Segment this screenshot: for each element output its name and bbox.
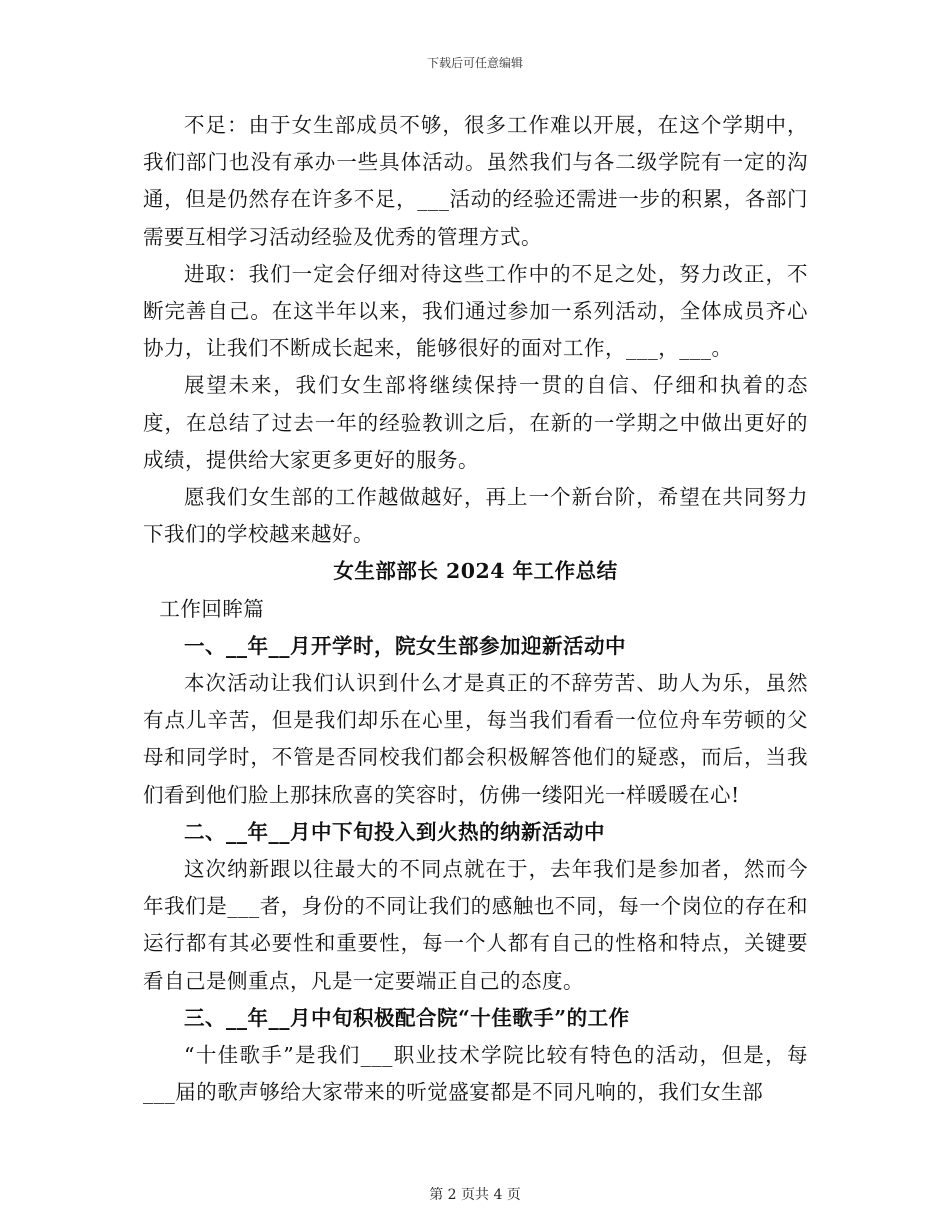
page-header: 下载后可任意编辑 (426, 56, 523, 70)
paragraph-singers: “十佳歌手”是我们___职业技术学院比较有特色的活动，但是，每___届的歌声够给大家带来的听觉盛宴都是不同凡响的，我们女生部 (143, 1043, 808, 1105)
heading-one: 一、__年__月开学时，院女生部参加迎新活动中 (184, 633, 626, 658)
paragraph-recruitment: 这次纳新跟以往最大的不同点就在于，去年我们是参加者，然而今年我们是___者，身份的不同让我们的感触也不同，每一个岗位的存在和运行都有其必要性和重要性，每一个人都有自己的性格和特点，关键要看自己是侧重点，凡是一定要端正自己的态度。 (143, 857, 808, 993)
heading-two: 二、__年__月中下旬投入到火热的纳新活动中 (184, 819, 605, 844)
section-title: 女生部部长 2024 年工作总结 (333, 559, 618, 584)
paragraph-welcome-activity: 本次活动让我们认识到什么才是真正的不辞劳苦、助人为乐，虽然有点儿辛苦，但是我们却乐在心里，每当我们看看一位位舟车劳顿的父母和同学时，不管是否同校我们都会积极解答他们的疑惑，而后，当我们看到他们脸上那抹欣喜的笑容时，仿佛一缕阳光一样暖暖在心! (143, 671, 808, 807)
heading-three: 三、__年__月中旬积极配合院“十佳歌手”的工作 (184, 1005, 630, 1030)
document-body (143, 107, 808, 1111)
paragraph-progress: 进取：我们一定会仔细对待这些工作中的不足之处，努力改正，不断完善自己。在这半年以来，我们通过参加一系列活动，全体成员齐心协力，让我们不断成长起来，能够很好的面对工作，___，___。 (143, 261, 808, 361)
page-footer: 第 2 页共 4 页 (429, 1187, 521, 1203)
subheading-review: 工作回眸篇 (159, 596, 265, 621)
paragraph-wish: 愿我们女生部的工作越做越好，再上一个新台阶，希望在共同努力下我们的学校越来越好。 (143, 485, 808, 547)
paragraph-shortcomings: 不足：由于女生部成员不够，很多工作难以开展，在这个学期中，我们部门也没有承办一些具体活动。虽然我们与各二级学院有一定的沟通，但是仍然存在许多不足，___活动的经验还需进一步的积累，各部门需要互相学习活动经验及优秀的管理方式。 (143, 113, 808, 249)
paragraph-outlook: 展望未来，我们女生部将继续保持一贯的自信、仔细和执着的态度，在总结了过去一年的经验教训之后，在新的一学期之中做出更好的成绩，提供给大家更多更好的服务。 (143, 373, 808, 472)
